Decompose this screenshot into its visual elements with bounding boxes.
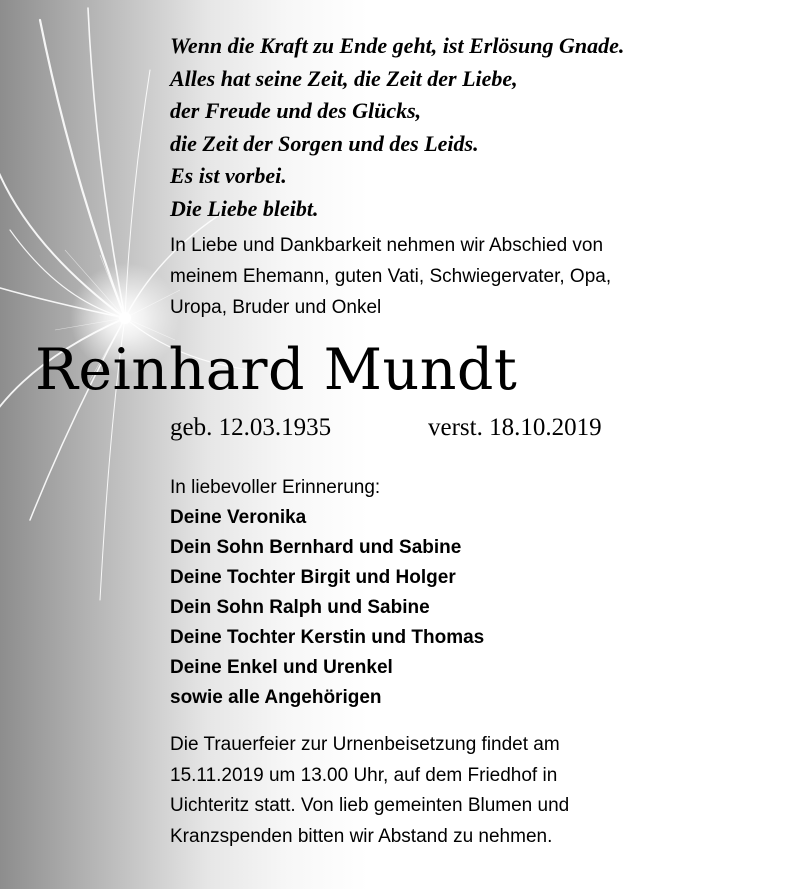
service-line: 15.11.2019 um 13.00 Uhr, auf dem Friedhof in xyxy=(170,764,558,786)
mourner-item: Deine Veronika xyxy=(170,507,307,528)
poem-line: die Zeit der Sorgen und des Leids. xyxy=(170,130,479,156)
intro-line: Uropa, Bruder und Onkel xyxy=(170,297,382,318)
life-dates xyxy=(170,412,602,444)
mourners-section xyxy=(170,473,484,713)
poem xyxy=(170,30,624,226)
farewell-intro xyxy=(170,230,611,323)
intro-line: meinem Ehemann, guten Vati, Schwiegervater, Opa, xyxy=(170,266,612,287)
poem-line: Alles hat seine Zeit, die Zeit der Liebe, xyxy=(170,65,518,91)
poem-line: Die Liebe bleibt. xyxy=(170,195,319,221)
service-line: Kranzspenden bitten wir Abstand zu nehmen. xyxy=(170,825,553,847)
poem-line: Es ist vorbei. xyxy=(170,163,287,189)
mourner-item: sowie alle Angehörigen xyxy=(170,687,382,708)
mourner-item: Deine Tochter Kerstin und Thomas xyxy=(170,627,485,648)
mourner-item: Dein Sohn Ralph und Sabine xyxy=(170,597,430,618)
death-date: verst. 18.10.2019 xyxy=(428,414,602,441)
deceased-name: Reinhard Mundt xyxy=(35,337,518,403)
service-line: Uichteritz statt. Von lieb gemeinten Blumen und xyxy=(170,795,570,816)
service-line: Die Trauerfeier zur Urnenbeisetzung findet am xyxy=(170,734,560,755)
poem-line: der Freude und des Glücks, xyxy=(170,98,422,124)
mourner-item: Dein Sohn Bernhard und Sabine xyxy=(170,537,462,558)
mourner-item: Deine Enkel und Urenkel xyxy=(170,657,393,678)
memory-label: In liebevoller Erinnerung: xyxy=(170,477,381,498)
intro-line: In Liebe und Dankbarkeit nehmen wir Abschied von xyxy=(170,235,604,256)
funeral-service-notice xyxy=(170,730,569,852)
birth-date: geb. 12.03.1935 xyxy=(170,414,332,441)
poem-line: Wenn die Kraft zu Ende geht, ist Erlösung Gnade. xyxy=(170,33,625,58)
mourner-item: Deine Tochter Birgit und Holger xyxy=(170,567,456,588)
mourners-list xyxy=(170,503,484,713)
